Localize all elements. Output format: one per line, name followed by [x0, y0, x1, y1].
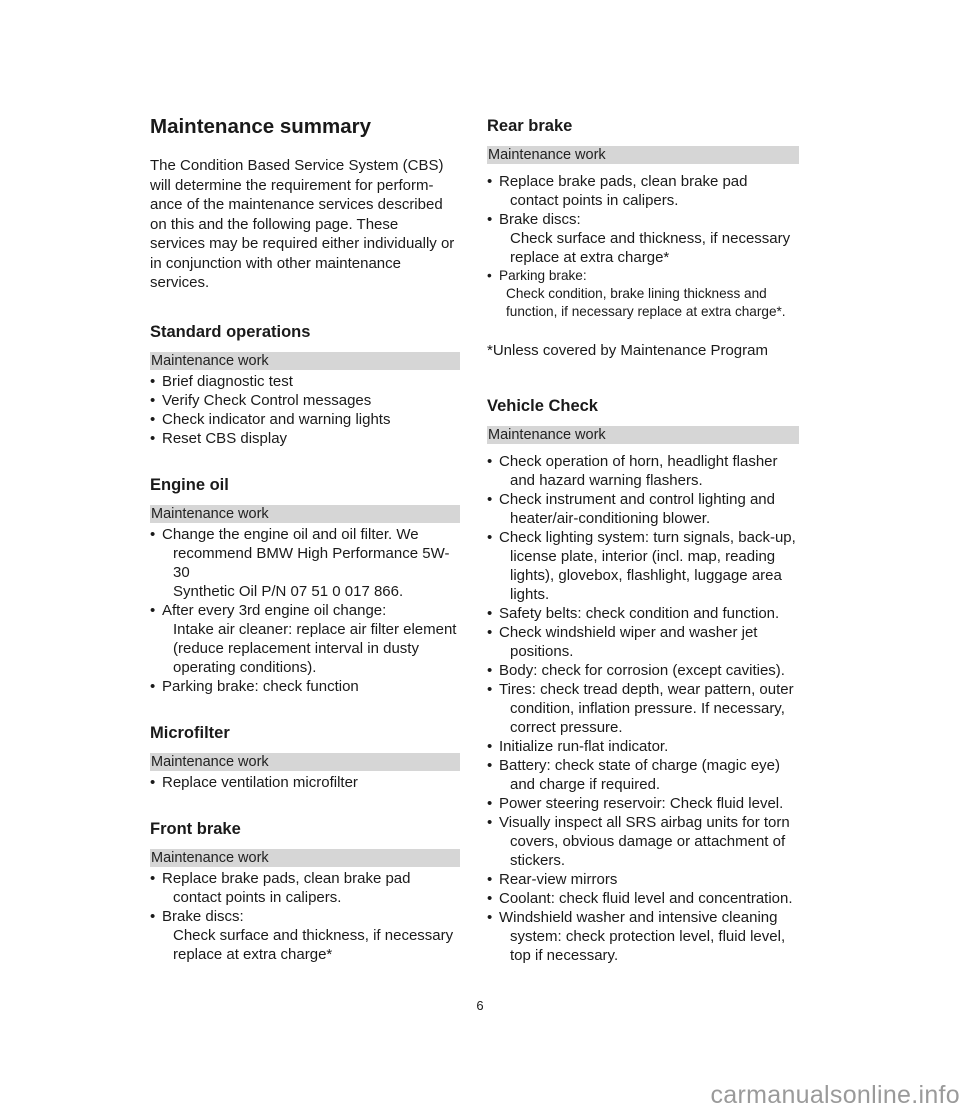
right-column	[487, 112, 799, 965]
list-item: • Parking brake: check function	[150, 677, 460, 696]
intro-line: in conjunction with other maintenance	[150, 254, 401, 272]
intro-line: ance of the maintenance services described	[150, 196, 443, 213]
list-item: • Verify Check Control messages	[150, 391, 460, 410]
footnote: *Unless covered by Maintenance Program	[487, 342, 768, 359]
intro-line: services may be required either individually or	[150, 235, 455, 252]
list-item: • Rear-view mirrors	[487, 870, 799, 889]
list-item: • Brief diagnostic test	[150, 372, 460, 391]
watermark: carmanualsonline.info	[710, 1081, 960, 1109]
intro-line: services.	[150, 274, 210, 291]
rear-brake-heading: Rear brake	[487, 117, 573, 135]
standard-operations-heading: Standard operations	[150, 322, 311, 341]
microfilter-list	[150, 773, 460, 792]
engine-oil-bar: Maintenance work	[150, 505, 460, 523]
list-item: • Visually inspect all SRS airbag units for torn covers, obvious damage or attachment of stickers.	[487, 813, 799, 870]
standard-operations-bar: Maintenance work	[150, 352, 460, 370]
front-brake-list	[150, 869, 460, 964]
list-item: • Reset CBS display	[150, 429, 460, 448]
list-item: • Replace ventilation microfilter	[150, 773, 460, 792]
list-item: • Brake discs: Check surface and thickness, if necessary replace at extra charge*	[487, 210, 799, 267]
list-item: • Coolant: check fluid level and concentration.	[487, 889, 799, 908]
engine-oil-heading: Engine oil	[150, 475, 229, 494]
list-item: • Windshield washer and intensive cleaning system: check protection level, fluid level, top if necessary.	[487, 908, 799, 965]
list-item: • After every 3rd engine oil change: Intake air cleaner: replace air filter element (reduce replacement interval in dusty operating conditions).	[150, 601, 460, 677]
list-item: • Initialize run-flat indicator.	[487, 737, 799, 756]
page-number: 6	[476, 998, 484, 1013]
list-item: • Check instrument and control lighting and heater/air-conditioning blower.	[487, 490, 799, 528]
intro-paragraph	[150, 156, 460, 293]
microfilter-bar: Maintenance work	[150, 753, 460, 771]
list-item: • Battery: check state of charge (magic eye) and charge if required.	[487, 756, 799, 794]
front-brake-heading: Front brake	[150, 819, 241, 838]
list-item: • Check operation of horn, headlight flasher and hazard warning flashers.	[487, 452, 799, 490]
list-item: • Parking brake: Check condition, brake lining thickness and function, if necessary replace at extra charge*.	[487, 267, 799, 321]
vehicle-check-heading: Vehicle Check	[487, 397, 598, 415]
list-item: • Change the engine oil and oil filter. We recommend BMW High Performance 5W-30 Synthetic Oil P/N 07 51 0 017 866.	[150, 525, 460, 601]
vehicle-check-list	[487, 452, 799, 965]
intro-line: The Condition Based Service System (CBS)	[150, 157, 444, 174]
page-title: Maintenance summary	[150, 115, 372, 138]
list-item: • Check indicator and warning lights	[150, 410, 460, 429]
microfilter-heading: Microfilter	[150, 723, 230, 742]
list-item: • Check lighting system: turn signals, back-up, license plate, interior (incl. map, reading lights), glovebox, flashlight, luggage area lights.	[487, 528, 799, 604]
rear-brake-bar: Maintenance work	[487, 146, 799, 164]
list-item: • Brake discs: Check surface and thickness, if necessary replace at extra charge*	[150, 907, 460, 964]
vehicle-check-bar: Maintenance work	[487, 426, 799, 444]
intro-line: on this and the following page. These	[150, 215, 399, 233]
list-item: • Safety belts: check condition and function.	[487, 604, 799, 623]
left-column	[150, 112, 460, 964]
front-brake-bar: Maintenance work	[150, 849, 460, 867]
list-item: • Tires: check tread depth, wear pattern, outer condition, inflation pressure. If necessary, correct pressure.	[487, 680, 799, 737]
standard-operations-list	[150, 372, 460, 448]
intro-line: will determine the requirement for perform-	[150, 176, 434, 194]
engine-oil-list	[150, 525, 460, 696]
list-item: • Replace brake pads, clean brake pad contact points in calipers.	[487, 172, 799, 210]
list-item: • Body: check for corrosion (except cavities).	[487, 661, 799, 680]
list-item: • Power steering reservoir: Check fluid level.	[487, 794, 799, 813]
rear-brake-list	[487, 172, 799, 321]
list-item: • Replace brake pads, clean brake pad contact points in calipers.	[150, 869, 460, 907]
list-item: • Check windshield wiper and washer jet positions.	[487, 623, 799, 661]
